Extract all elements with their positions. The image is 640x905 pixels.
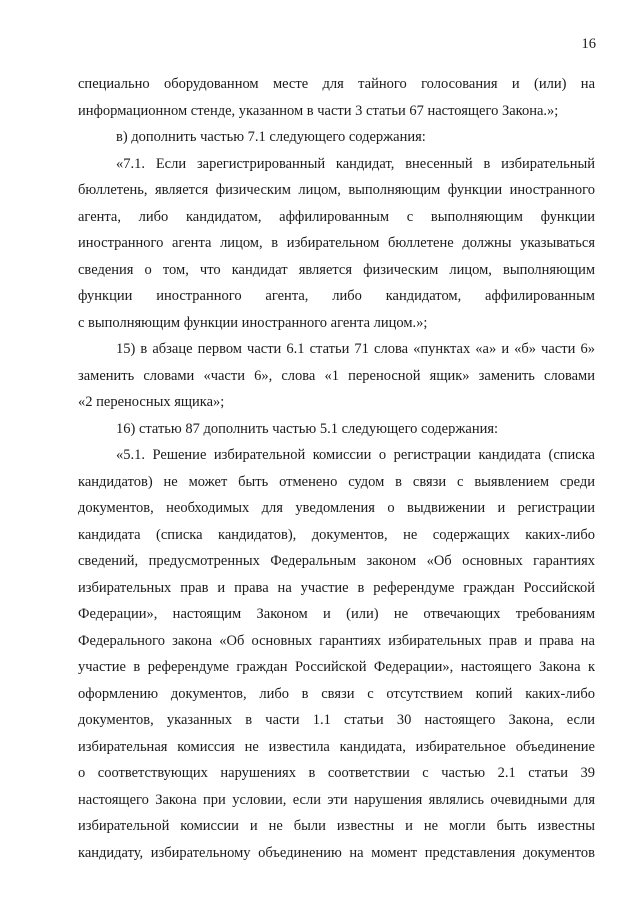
paragraph-part-5-1 xyxy=(78,442,595,866)
text-line: избирательная комиссия не известила кандидата, избирательное объединение xyxy=(78,738,595,755)
paragraph-item-16 xyxy=(78,416,595,443)
text-line: специально оборудованном месте для тайного голосования и (или) на xyxy=(78,76,595,92)
text-line: настоящего Закона при условии, если эти нарушения являлись очевидными для xyxy=(78,791,595,808)
text-line: функции иностранного агента, либо кандидатом, аффилированным xyxy=(78,288,595,304)
text-line: Федерального закона «Об основных гарантиях избирательных прав и права на xyxy=(78,632,595,649)
text-line: кандидату, избирательному объединению на момент представления документов xyxy=(78,844,595,861)
text-line: о соответствующих нарушениях в соответствии с частью 2.1 статьи 39 xyxy=(78,765,595,781)
text-line: 16) статью 87 дополнить частью 5.1 следующего содержания: xyxy=(116,420,499,437)
text-line: иностранного агента лицом, в избирательном бюллетене должны указываться xyxy=(78,235,595,251)
text-line: сведения о том, что кандидат является физическим лицом, выполняющим xyxy=(78,261,595,278)
text-line: в) дополнить частью 7.1 следующего содержания: xyxy=(116,129,426,145)
text-line: «5.1. Решение избирательной комиссии о регистрации кандидата (списка xyxy=(116,447,595,463)
text-line: «7.1. Если зарегистрированный кандидат, внесенный в избирательный xyxy=(116,155,595,172)
paragraph-continuation xyxy=(78,71,595,124)
document-body xyxy=(78,71,595,866)
text-line: Федерации», настоящим Законом и (или) не отвечающих требованиям xyxy=(78,606,595,622)
text-line: документов, указанных в части 1.1 статьи 30 настоящего Закона, если xyxy=(78,712,595,728)
text-line: информационном стенде, указанном в части 3 статьи 67 настоящего Закона.»; xyxy=(78,102,559,119)
text-line: с выполняющим функции иностранного агента лицом.»; xyxy=(78,314,428,331)
text-line: оформлению документов, либо в связи с отсутствием копий каких-либо xyxy=(78,685,595,702)
text-line: документов, необходимых для уведомления о выдвижении и регистрации xyxy=(78,500,595,516)
paragraph-part-7-1 xyxy=(78,151,595,337)
paragraph-item-v xyxy=(78,124,595,151)
text-line: «2 переносных ящика»; xyxy=(78,394,225,410)
text-line: заменить словами «части 6», слова «1 переносной ящик» заменить словами xyxy=(78,367,595,384)
text-line: участие в референдуме граждан Российской Федерации», настоящего Закона к xyxy=(78,659,595,675)
paragraph-item-15 xyxy=(78,336,595,416)
text-line: избирательной комиссии и не были известны и не могли быть известны xyxy=(78,818,595,834)
text-line: бюллетень, является физическим лицом, выполняющим функции иностранного xyxy=(78,182,595,198)
text-line: кандидатов) не может быть отменено судом в связи с выявлением среди xyxy=(78,473,595,490)
text-line: агента, либо кандидатом, аффилированным с выполняющим функции xyxy=(78,208,595,225)
text-line: кандидата (списка кандидатов), документов, не содержащих каких-либо xyxy=(78,526,595,543)
text-line: 15) в абзаце первом части 6.1 статьи 71 слова «пунктах «а» и «б» части 6» xyxy=(116,341,595,357)
page-number: 16 xyxy=(581,36,596,52)
text-line: сведений, предусмотренных Федеральным законом «Об основных гарантиях xyxy=(78,553,595,569)
text-line: избирательных прав и права на участие в референдуме граждан Российской xyxy=(78,579,595,596)
